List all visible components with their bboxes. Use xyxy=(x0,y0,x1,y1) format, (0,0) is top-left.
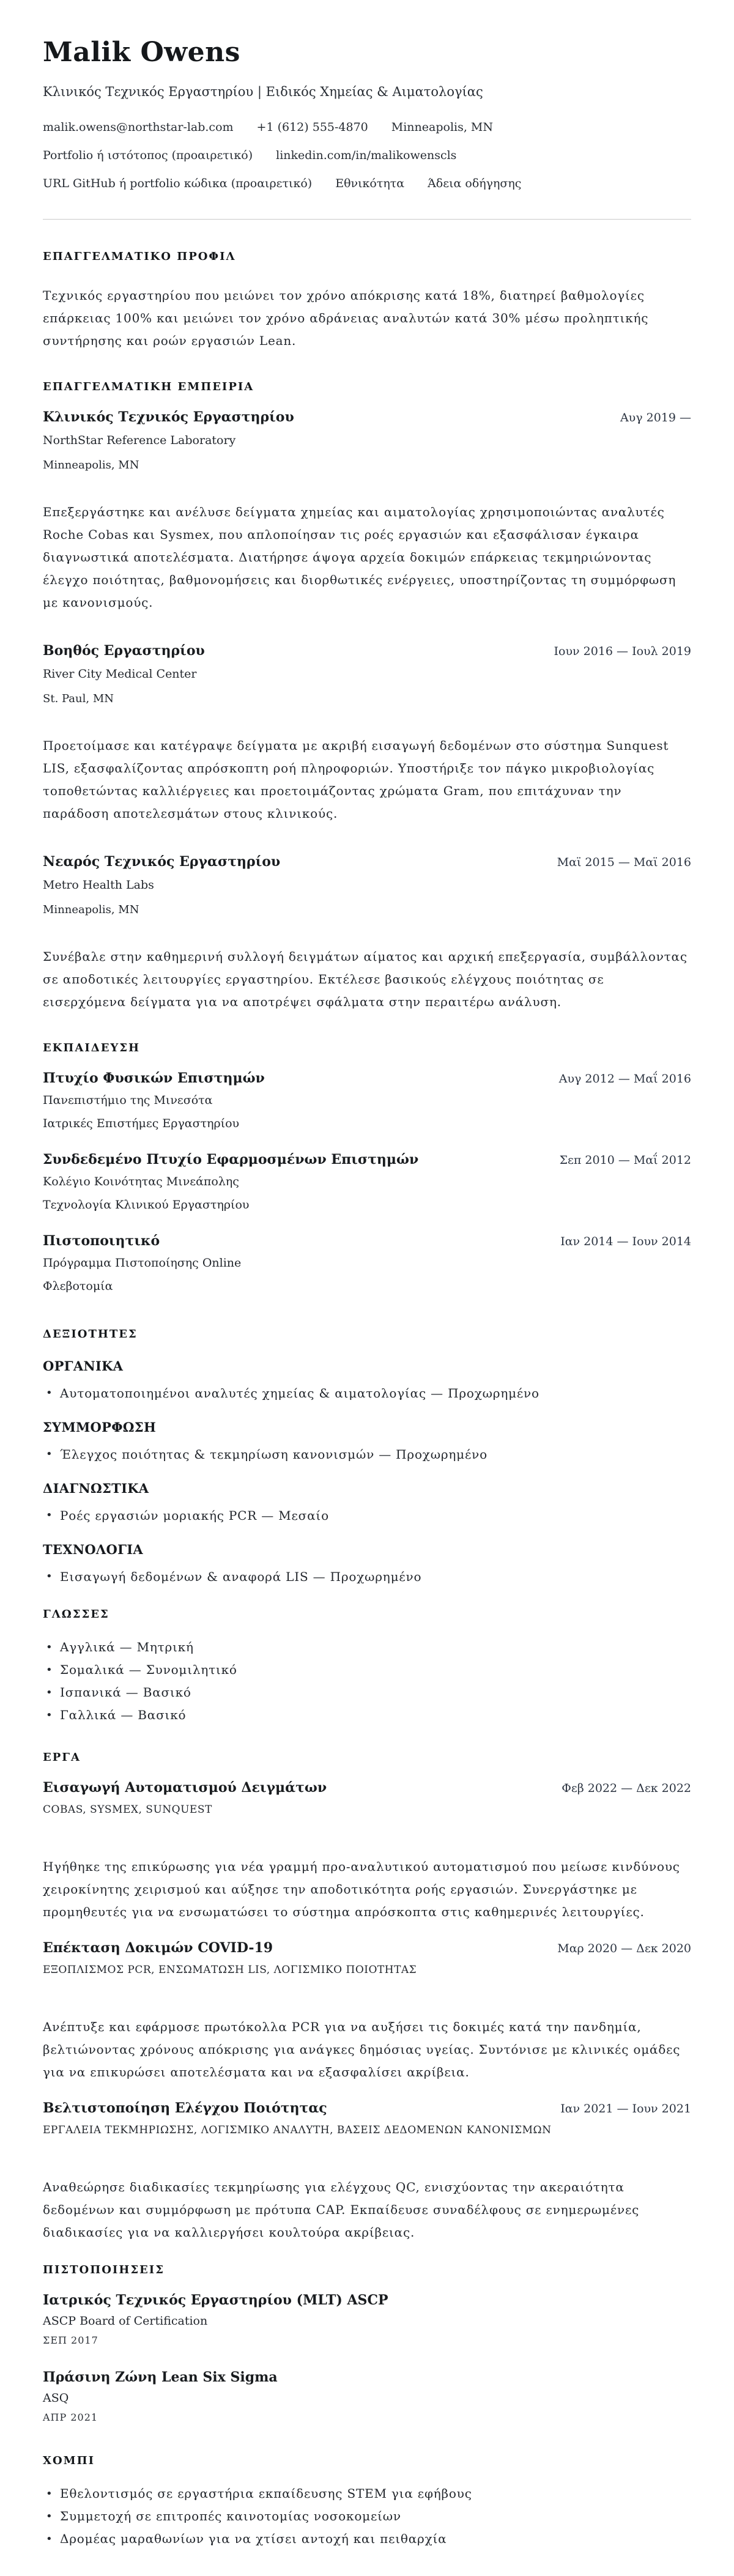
education-degree: Πτυχίο Φυσικών Επιστημών xyxy=(43,1070,265,1086)
project-title: Επέκταση Δοκιμών COVID-19 xyxy=(43,1940,273,1956)
job-title-row xyxy=(43,409,691,426)
project-description: Ανέπτυξε και εφάρμοσε πρωτόκολλα PCR για να αυξήσει τις δοκιμές κατά την πανδημία, βελτιώνοντας χρόνους απόκρισης για ανάγκες δημόσιας υγείας. Συντόνισε με κλινικές ομάδες για να επικυρώσει αποτελέσματα και να εξασφαλίσει ακρίβεια. xyxy=(43,2019,681,2079)
skill-group xyxy=(43,1358,691,1401)
contact-phone: +1 (612) 555-4870 xyxy=(256,120,368,134)
project-item xyxy=(43,2100,691,2244)
job-location: St. Paul, MN xyxy=(43,692,114,705)
project-description: Αναθεώρησε διαδικασίες τεκμηρίωσης για ελέγχους QC, ενισχύοντας την ακεραιότητα δεδομένων και συμμόρφωση με πρότυπα CAP. Εκπαίδευσε συναδέλφους σε ενημερωμένες διαδικασίες για να καλλιεργήσει κουλτούρα ακρίβειας. xyxy=(43,2180,640,2240)
section-hobbies xyxy=(43,2454,691,2550)
job-description: Συνέβαλε στην καθημερινή συλλογή δειγμάτων αίματος και αρχική επεξεργασία, συμβάλλοντας σε αποδοτικές λειτουργίες εργαστηρίου. Εκτέλεσε βασικούς ελέγχους ποιότητας σε εισερχόμενα δείγματα για να αποτρέψει σφάλματα στην περαιτέρω ανάλυση. xyxy=(43,949,688,1009)
project-title-row xyxy=(43,1939,691,1957)
language-item: • Ισπανικά — Βασικό xyxy=(43,1681,691,1704)
job-title-row xyxy=(43,853,691,871)
job-title: Κλινικός Τεχνικός Εργαστηρίου xyxy=(43,409,294,425)
hobby-list xyxy=(43,2482,691,2550)
experience-heading: ΕΠΑΓΓΕΛΜΑΤΙΚΗ ΕΜΠΕΙΡΙΑ xyxy=(43,380,254,393)
skill-item: • Εισαγωγή δεδομένων & αναφορά LIS — Προχωρημένο xyxy=(43,1569,691,1585)
job-item xyxy=(43,409,691,614)
education-heading: ΕΚΠΑΙΔΕΥΣΗ xyxy=(43,1042,141,1054)
certification-item xyxy=(43,2369,691,2424)
education-title-row xyxy=(43,1070,691,1087)
education-school: Κολέγιο Κοινότητας Μινεάπολης xyxy=(43,1175,239,1188)
skill-group xyxy=(43,1481,691,1523)
job-item xyxy=(43,642,691,825)
section-certifications xyxy=(43,2263,691,2424)
certification-date: ΣΕΠ 2017 xyxy=(43,2334,98,2346)
skills-heading: ΔΕΞΙΟΤΗΤΕΣ xyxy=(43,1328,138,1341)
language-list xyxy=(43,1636,691,1727)
skill-list xyxy=(43,1446,691,1462)
education-dates: Σεπ 2010 — Μαΐ 2012 xyxy=(559,1153,691,1167)
skill-list xyxy=(43,1569,691,1585)
project-dates: Φεβ 2022 — Δεκ 2022 xyxy=(562,1782,691,1795)
contact-row-2 xyxy=(43,148,691,163)
education-field: Φλεβοτομία xyxy=(43,1279,113,1293)
education-item xyxy=(43,1232,691,1294)
section-skills xyxy=(43,1328,691,1585)
language-item: • Σομαλικά — Συνομιλητικό xyxy=(43,1659,691,1681)
candidate-name: Malik Owens xyxy=(43,37,240,68)
skill-group-label: ΟΡΓΑΝΙΚΑ xyxy=(43,1358,124,1374)
section-experience xyxy=(43,380,691,1013)
skill-item: • Ροές εργασιών μοριακής PCR — Μεσαίο xyxy=(43,1508,691,1523)
certification-title: Ιατρικός Τεχνικός Εργαστηρίου (MLT) ASCP xyxy=(43,2292,388,2308)
contact-linkedin: linkedin.com/in/malikowenscls xyxy=(276,149,457,162)
education-dates: Ιαν 2014 — Ιουν 2014 xyxy=(560,1235,691,1248)
education-school: Πρόγραμμα Πιστοποίησης Online xyxy=(43,1256,242,1270)
education-title-row xyxy=(43,1232,691,1250)
certification-org: ASCP Board of Certification xyxy=(43,2314,208,2328)
certification-org: ASQ xyxy=(43,2391,69,2405)
projects-heading: ΕΡΓΑ xyxy=(43,1751,81,1764)
language-item: • Αγγλικά — Μητρική xyxy=(43,1636,691,1659)
education-degree: Πιστοποιητικό xyxy=(43,1233,160,1249)
project-title: Βελτιστοποίηση Ελέγχου Ποιότητας xyxy=(43,2100,327,2116)
certification-item xyxy=(43,2292,691,2347)
education-field: Ιατρικές Επιστήμες Εργαστηρίου xyxy=(43,1117,240,1130)
certifications-heading: ΠΙΣΤΟΠΟΙΗΣΕΙΣ xyxy=(43,2263,165,2276)
section-profile xyxy=(43,250,691,352)
contact-email: malik.owens@northstar-lab.com xyxy=(43,120,234,134)
contact-location: Minneapolis, MN xyxy=(391,120,494,134)
job-dates: Αυγ 2019 — xyxy=(620,411,691,424)
skill-list xyxy=(43,1385,691,1401)
education-field: Τεχνολογία Κλινικού Εργαστηρίου xyxy=(43,1198,250,1212)
education-item xyxy=(43,1070,691,1131)
job-description: Προετοίμασε και κατέγραψε δείγματα με ακριβή εισαγωγή δεδομένων στο σύστημα Sunquest LIS, εξασφαλίζοντας απρόσκοπτη ροή πληροφοριών. Υποστήριξε τον πάγκο μικροβιολογίας τοποθετώντας καλλιέργειες και προετοιμάζοντας χρώματα Gram, που επιτάχυναν την παράδοση αποτελεσμάτων στους κλινικούς. xyxy=(43,738,669,821)
job-title: Νεαρός Τεχνικός Εργαστηρίου xyxy=(43,854,281,870)
skill-item: • Έλεγχος ποιότητας & τεκμηρίωση κανονισμών — Προχωρημένο xyxy=(43,1446,691,1462)
job-company: River City Medical Center xyxy=(43,667,197,681)
section-education xyxy=(43,1042,691,1294)
header-divider xyxy=(43,219,691,220)
skill-group-label: ΤΕΧΝΟΛΟΓΙΑ xyxy=(43,1542,144,1557)
education-degree: Συνδεδεμένο Πτυχίο Εφαρμοσμένων Επιστημών xyxy=(43,1152,419,1168)
job-title: Βοηθός Εργαστηρίου xyxy=(43,643,205,659)
contact-row-3 xyxy=(43,176,691,191)
language-item: • Γαλλικά — Βασικό xyxy=(43,1704,691,1727)
project-tags: ΕΡΓΑΛΕΙΑ ΤΕΚΜΗΡΙΩΣΗΣ, ΛΟΓΙΣΜΙΚΟ ΑΝΑΛΥΤΗ, ΒΑΣΕΙΣ ΔΕΔΟΜΕΝΩΝ ΚΑΝΟΝΙΣΜΩΝ xyxy=(43,2124,552,2136)
job-item xyxy=(43,853,691,1013)
project-dates: Μαρ 2020 — Δεκ 2020 xyxy=(557,1942,691,1955)
contact-nationality: Εθνικότητα xyxy=(335,177,405,190)
project-item xyxy=(43,1779,691,1923)
skill-group-label: ΔΙΑΓΝΩΣΤΙΚΑ xyxy=(43,1481,149,1496)
section-projects xyxy=(43,1751,691,2244)
profile-heading: ΕΠΑΓΓΕΛΜΑΤΙΚΟ ΠΡΟΦΙΛ xyxy=(43,250,236,263)
skill-group xyxy=(43,1542,691,1585)
education-title-row xyxy=(43,1151,691,1169)
project-item xyxy=(43,1939,691,2084)
project-title-row xyxy=(43,2100,691,2117)
contact-github: URL GitHub ή portfolio κώδικα (προαιρετικό) xyxy=(43,177,313,190)
skill-group-label: ΣΥΜΜΟΡΦΩΣΗ xyxy=(43,1419,157,1435)
resume-header xyxy=(43,38,691,220)
contact-row-1 xyxy=(43,120,691,135)
candidate-headline: Κλινικός Τεχνικός Εργαστηρίου | Ειδικός Χημείας & Αιματολογίας xyxy=(43,84,483,99)
skill-group xyxy=(43,1419,691,1462)
job-location: Minneapolis, MN xyxy=(43,903,139,916)
job-dates: Μαϊ 2015 — Μαϊ 2016 xyxy=(557,856,691,869)
hobbies-heading: ΧΟΜΠΙ xyxy=(43,2454,95,2467)
job-title-row xyxy=(43,642,691,660)
project-description: Ηγήθηκε της επικύρωσης για νέα γραμμή προ-αναλυτικού αυτοματισμού που μείωσε κινδύνους χειροκίνητης χειρισμού και αύξησε την αποδοτικότητα ροής εργασιών. Συνεργάστηκε με προμηθευτές για να ενσωματώσει το σύστημα απρόσκοπτα στις καθημερινές λειτουργίες. xyxy=(43,1859,680,1919)
skill-item: • Αυτοματοποιημένοι αναλυτές χημείας & αιματολογίας — Προχωρημένο xyxy=(43,1385,691,1401)
project-title: Εισαγωγή Αυτοματισμού Δειγμάτων xyxy=(43,1780,327,1796)
languages-heading: ΓΛΩΣΣΕΣ xyxy=(43,1608,109,1621)
contact-portfolio: Portfolio ή ιστότοπος (προαιρετικό) xyxy=(43,149,253,162)
job-location: Minneapolis, MN xyxy=(43,459,139,472)
skill-list xyxy=(43,1508,691,1523)
education-dates: Αυγ 2012 — Μαΐ 2016 xyxy=(558,1072,691,1086)
project-tags: COBAS, SYSMEX, SUNQUEST xyxy=(43,1804,212,1816)
section-languages xyxy=(43,1608,691,1727)
hobby-item: • Εθελοντισμός σε εργαστήρια εκπαίδευσης STEM για εφήβους xyxy=(43,2482,691,2505)
hobby-item: • Δρομέας μαραθωνίων για να χτίσει αντοχή και πειθαρχία xyxy=(43,2528,691,2550)
job-company: Metro Health Labs xyxy=(43,878,154,892)
job-description: Επεξεργάστηκε και ανέλυσε δείγματα χημείας και αιματολογίας χρησιμοποιώντας αναλυτές Roche Cobas και Sysmex, που απλοποίησαν τις ροές εργασιών και εξασφάλισαν έγκαιρα διαγνωστικά αποτελέσματα. Διατήρησε άψογα αρχεία δοκιμών επάρκειας τεκμηριώνοντας έλεγχο ποιότητας, βαθμονομήσεις και διορθωτικές ενέργειες, υποστηρίζοντας τη συμμόρφωση με κανονισμούς. xyxy=(43,505,677,610)
project-dates: Ιαν 2021 — Ιουν 2021 xyxy=(560,2102,691,2115)
job-dates: Ιουν 2016 — Ιουλ 2019 xyxy=(554,645,691,658)
education-school: Πανεπιστήμιο της Μινεσότα xyxy=(43,1094,213,1107)
hobby-item: • Συμμετοχή σε επιτροπές καινοτομίας νοσοκομείων xyxy=(43,2505,691,2528)
certification-date: ΑΠΡ 2021 xyxy=(43,2411,98,2423)
job-company: NorthStar Reference Laboratory xyxy=(43,434,236,447)
project-tags: ΕΞΟΠΛΙΣΜΟΣ PCR, ΕΝΣΩΜΑΤΩΣΗ LIS, ΛΟΓΙΣΜΙΚΟ ΠΟΙΟΤΗΤΑΣ xyxy=(43,1964,417,1976)
education-item xyxy=(43,1151,691,1213)
profile-text: Τεχνικός εργαστηρίου που μειώνει τον χρόνο απόκρισης κατά 18%, διατηρεί βαθμολογίες επάρκειας 100% και μειώνει τον χρόνο αδράνειας αναλυτών κατά 30% μέσω προληπτικής συντήρησης και ροών εργασιών Lean. xyxy=(43,288,649,348)
certification-title: Πράσινη Ζώνη Lean Six Sigma xyxy=(43,2369,278,2385)
contact-driving-license: Άδεια οδήγησης xyxy=(428,177,522,190)
project-title-row xyxy=(43,1779,691,1797)
